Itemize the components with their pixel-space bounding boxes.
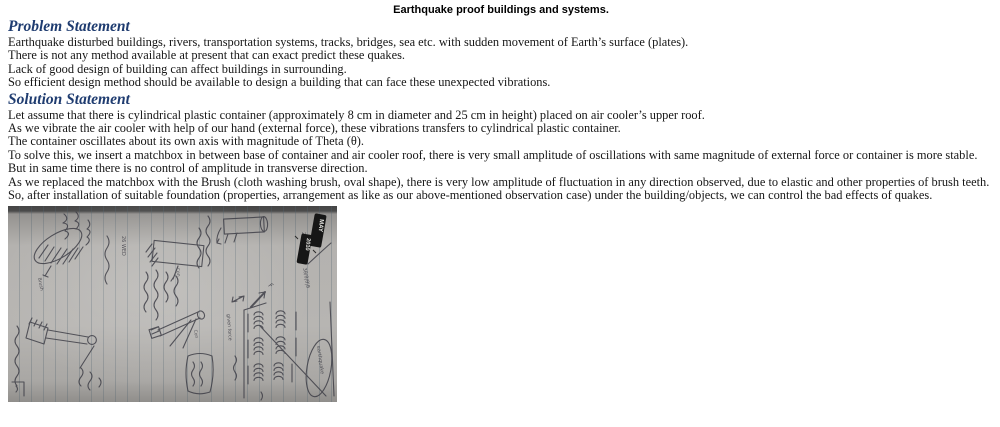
- given-force-label: given force: [225, 314, 232, 342]
- earthquake-label: earthquake: [315, 345, 325, 376]
- solution-line: As we replaced the matchbox with the Brush (cloth washing brush, oval shape), there is very low amplitude of fluctuation in any direction observed, due to elastic and other properties of brush teeth.: [8, 174, 990, 189]
- solution-line: So, after installation of suitable foundation (properties, arrangement as like as our above-mentioned observation case) under the building/objects, we can control the bad effects of quakes.: [8, 188, 933, 203]
- problem-line: Earthquake disturbed buildings, rivers, transportation systems, tracks, bridges, sea etc. with sudden movement of Earth’s surface (plates).: [8, 35, 689, 49]
- brush-oval-sketch: [29, 222, 88, 292]
- container-rect-sketch: [146, 241, 204, 282]
- problem-line: Lack of good design of building can affect buildings in surrounding.: [8, 61, 347, 76]
- brush-handle-sketch: [12, 318, 101, 396]
- solution-line: Let assume that there is cylindrical plastic container (approximately 8 cm in diameter and 25 cm in height) placed on air cooler’s upper roof.: [8, 107, 705, 122]
- month-stamp-label: MAY: [316, 219, 324, 233]
- date-stamp: [295, 214, 327, 266]
- solution-line: To solve this, we insert a matchbox in between base of container and air cooler roof, there is very small amplitude of oscillations with same magnitude of external force or container is more stable. But in same time there is no control of amplitude in transverse direction.: [8, 147, 978, 176]
- solution-statement-heading: Solution Statement: [8, 90, 130, 108]
- problem-line: There is not any method available at present that can exact predict these quakes.: [8, 48, 406, 63]
- container-label: Con: [174, 267, 181, 278]
- ratio-note-label: 3θ/θ|θ|θ: [301, 267, 311, 289]
- solution-line: The container oscillates about its own axis with magnitude of Theta (θ).: [8, 134, 364, 149]
- earthquake-oval-sketch: [302, 338, 336, 399]
- brush-label: Brush: [36, 277, 44, 292]
- notebook-sketch-photo: [8, 206, 337, 402]
- note-blob-sketch: [186, 354, 213, 394]
- force-label: F: [266, 281, 275, 291]
- given-force-note: [225, 314, 236, 380]
- cylinder-container-sketch: [197, 216, 268, 268]
- year-stamp-label: 2010: [303, 238, 311, 252]
- sketch-overlay: [8, 206, 337, 402]
- solution-line: As we vibrate the air cooler with help of our hand (external force), these vibrations transfers to cylindrical plastic container.: [8, 121, 621, 136]
- building-springs-sketch: [232, 282, 326, 401]
- container-label-2: Con: [192, 329, 199, 340]
- problem-line: So efficient design method should be available to design a building that can face these unexpected vibrations.: [8, 75, 551, 90]
- page-title: Earthquake proof buildings and systems.: [393, 4, 609, 16]
- handwriting-scribbles-top-left: [63, 212, 109, 284]
- problem-statement-heading: Problem Statement: [8, 18, 130, 35]
- date-wed-label: 26 WED: [120, 236, 126, 257]
